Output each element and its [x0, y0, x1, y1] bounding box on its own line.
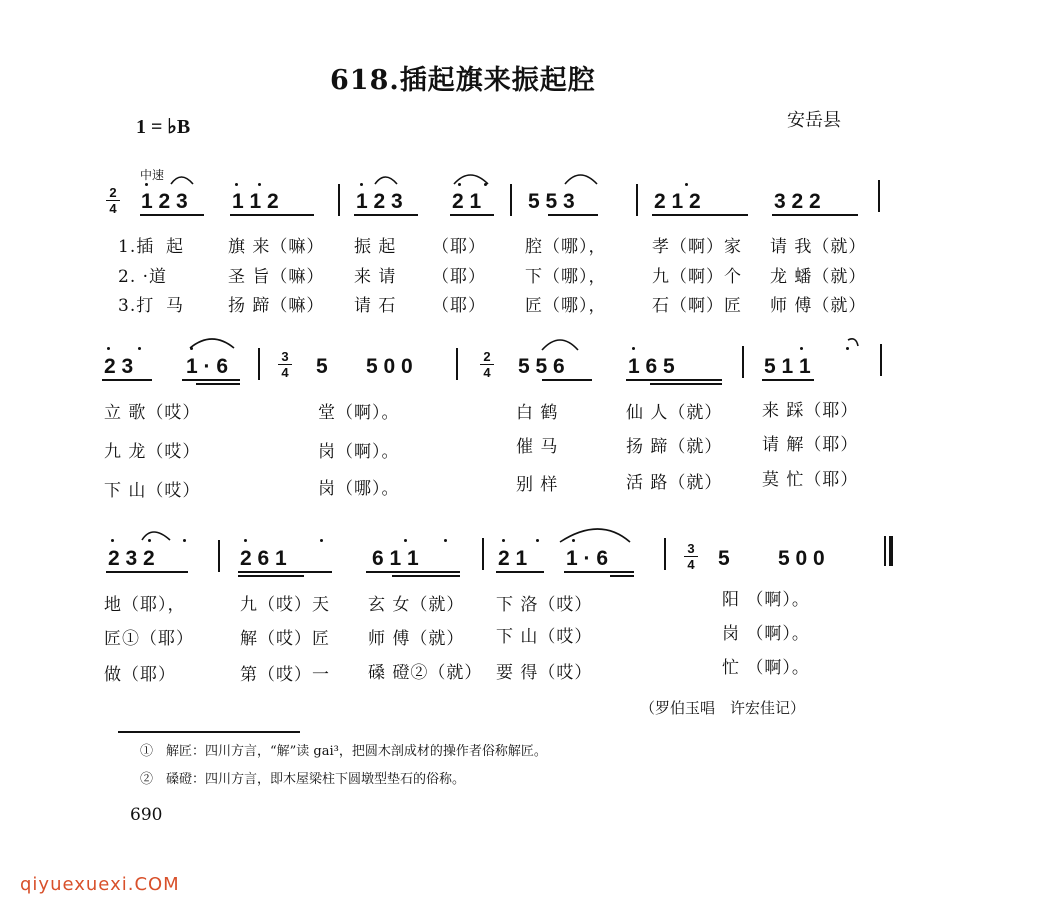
- lyric-s3-v3-2: 第（哎）一: [240, 665, 330, 685]
- lyric-s3-v1-1: 地（耶），: [104, 595, 186, 615]
- time-signature-2-4-b: 2 4: [480, 350, 494, 379]
- performer-credit: （罗伯玉唱 许宏佳记）: [640, 699, 806, 717]
- lyric-s1-v2-7: 九（啊）个: [652, 267, 742, 287]
- notes-s1-m2a: 1 2 3: [356, 190, 403, 213]
- lyric-s3-v1-4: 下 洛（哎）: [496, 595, 593, 615]
- lyric-s1-v1-4: 振 起: [354, 237, 397, 257]
- lyric-s3-v3-1: 做（耶）: [104, 665, 176, 685]
- notes-s1-m4b: 3 2 2: [774, 190, 821, 213]
- lyric-s1-v3-5: （耶）: [432, 296, 486, 316]
- lyric-s2-v3-4: 活 路（就）: [626, 473, 723, 493]
- lyric-s3-v2-2: 解（哎）匠: [240, 629, 330, 649]
- lyric-s2-v1-3: 白 鹤: [516, 403, 559, 423]
- notes-s1-m2b: 2 1: [452, 190, 482, 213]
- lyric-s3-v1-5: 阳 （啊）。: [722, 590, 810, 610]
- lyric-s2-v1-1: 立 歌（哎）: [104, 403, 201, 423]
- lyric-s2-v3-5: 莫 忙（耶）: [762, 470, 859, 490]
- notes-s2-m4: 5 1 1: [764, 355, 811, 378]
- watermark: qiyuexuexi.COM: [20, 874, 180, 895]
- lyric-s2-v3-2: 岗（哪）。: [318, 479, 400, 499]
- lyric-s1-v2-5: （耶）: [432, 267, 486, 287]
- time-signature-2-4: 2 4: [106, 186, 120, 215]
- lyric-s3-v2-4: 下 山（哎）: [496, 627, 593, 647]
- lyric-s3-v1-2: 九（哎）天: [240, 595, 330, 615]
- lyric-s2-v3-3: 别 样: [516, 475, 559, 495]
- lyric-s3-v1-3: 玄 女（就）: [368, 595, 465, 615]
- footnote-1: ① 解匠：四川方言，“解”读 gai³，把圆木剖成材的操作者俗称解匠。: [140, 744, 547, 759]
- lyric-s3-v2-1: 匠①（耶）: [104, 629, 194, 649]
- lyric-s1-v3-6: 匠（哪），: [525, 296, 607, 316]
- lyric-s1-v1-7: 孝（啊）家: [652, 237, 742, 257]
- lyric-s2-v2-4: 扬 蹄（就）: [626, 437, 723, 457]
- lyric-s1-v3-3: 扬 蹄（嘛）: [228, 296, 325, 316]
- lyric-s2-v1-4: 仙 人（就）: [626, 403, 723, 423]
- lyric-s1-v2-6: 下（哪），: [525, 267, 607, 287]
- time-signature-3-4: 3 4: [278, 350, 292, 379]
- region-label: 安岳县: [787, 110, 841, 131]
- notes-s2-m3b: 1 6 5: [628, 355, 675, 378]
- notes-s2-m2b: 5 0 0: [366, 355, 413, 378]
- notes-s3-m3b: 1 · 6: [566, 547, 609, 570]
- lyric-s3-v3-3: 磉 磴②（就）: [368, 663, 483, 683]
- lyric-s2-v3-1: 下 山（哎）: [104, 481, 201, 501]
- lyric-s1-v1-6: 腔（哪），: [525, 237, 607, 257]
- notes-s3-m3a: 2 1: [498, 547, 528, 570]
- notes-s2-m3a: 5 5 6: [518, 355, 565, 378]
- lyric-s2-v2-3: 催 马: [516, 437, 559, 457]
- notes-s3-m2b: 6 1 1: [372, 547, 419, 570]
- lyric-s3-v2-5: 岗 （啊）。: [722, 624, 810, 644]
- lyric-s3-v3-5: 忙 （啊）。: [722, 658, 810, 678]
- notes-s2-m1a: 2 3: [104, 355, 134, 378]
- notes-s1-m3: 5 5 3: [528, 190, 575, 213]
- footnote-2: ② 磉磴：四川方言，即木屋梁柱下圆墩型垫石的俗称。: [140, 772, 466, 787]
- lyric-s1-v1-3: 旗 来（嘛）: [228, 237, 325, 257]
- notes-s3-m4b: 5 0 0: [778, 547, 825, 570]
- time-signature-3-4-b: 3 4: [684, 542, 698, 571]
- lyric-s2-v1-2: 堂（啊）。: [318, 403, 400, 423]
- lyric-s2-v2-5: 请 解（耶）: [762, 435, 859, 455]
- lyric-s1-v1-2: 起: [166, 237, 184, 257]
- lyric-s1-v1-8: 请 我（就）: [770, 237, 867, 257]
- footnote-divider: [118, 731, 300, 733]
- lyric-s1-v1-1: 1.插: [118, 237, 155, 257]
- lyric-s1-v2-8: 龙 蟠（就）: [770, 267, 867, 287]
- lyric-s2-v2-1: 九 龙（哎）: [104, 442, 201, 462]
- lyric-s1-v1-5: （耶）: [432, 237, 486, 257]
- notes-s3-m4a: 5: [718, 547, 730, 570]
- page-number: 690: [130, 805, 163, 825]
- notes-s2-m2a: 5: [316, 355, 328, 378]
- lyric-s1-v2-1: 2. ·道: [118, 267, 168, 287]
- lyric-s1-v2-4: 来 请: [354, 267, 397, 287]
- notes-s1-m1a: 1 2 3: [141, 190, 188, 213]
- song-title: 618.插起旗来振起腔: [330, 65, 596, 96]
- lyric-s1-v3-7: 石（啊）匠: [652, 296, 742, 316]
- lyric-s2-v2-2: 岗（啊）。: [318, 442, 400, 462]
- notes-s2-m1b: 1 · 6: [186, 355, 229, 378]
- lyric-s1-v3-2: 马: [166, 296, 184, 316]
- key-signature: 1 = ♭B: [136, 116, 191, 138]
- lyric-s1-v3-4: 请 石: [354, 296, 397, 316]
- lyric-s3-v2-3: 师 傅（就）: [368, 629, 465, 649]
- notes-s1-m1b: 1 1 2: [232, 190, 279, 213]
- lyric-s1-v3-8: 师 傅（就）: [770, 296, 867, 316]
- lyric-s1-v2-3: 圣 旨（嘛）: [228, 267, 325, 287]
- lyric-s3-v3-4: 要 得（哎）: [496, 663, 593, 683]
- lyric-s2-v1-5: 来 踩（耶）: [762, 401, 859, 421]
- notes-s1-m4a: 2 1 2: [654, 190, 701, 213]
- notes-s3-m1: 2 3 2: [108, 547, 155, 570]
- notes-s3-m2a: 2 6 1: [240, 547, 287, 570]
- lyric-s1-v3-1: 3.打: [118, 296, 155, 316]
- tempo-marking: 中速: [140, 168, 165, 182]
